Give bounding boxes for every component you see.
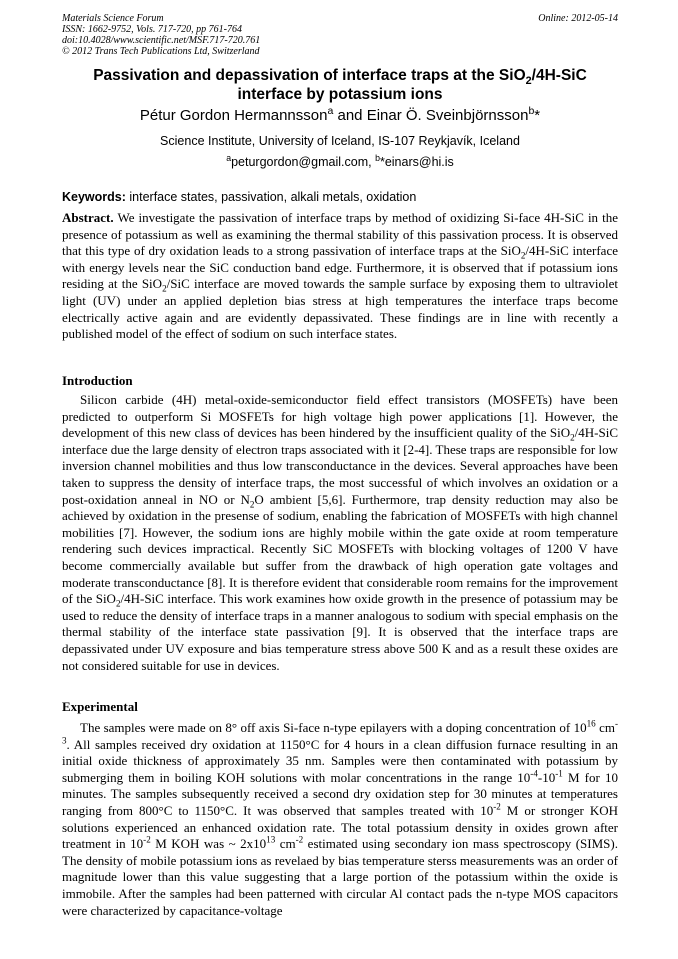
abstract [62,210,618,343]
corresponding-star: * [534,107,541,124]
title-part-1: Passivation and depassivation of interface traps at the SiO [93,67,526,84]
email-line [62,152,618,170]
exp-sup-6: -2 [143,834,151,845]
intro-text-1: Silicon carbide (4H) metal-oxide-semiconductor field effect transistors (MOSFETs) have been predicted to outperform Si MOSFETs for high voltage high power applications [1]. However, the development of this new class of devices has been hindered by the insufficient quality of the SiO [62,392,618,441]
intro-text-3: O ambient [5,6]. Furthermore, trap density reduction may also be achieved by oxidation in the presense of sodium, enabling the fabrication of MOSFETs with high channel mobilities [7]. However, the sodium ions are highly mobile within the gate oxide at room temperature rendering such devices impractical. Recently SiC MOSFETs with blocking voltages of 1200 V have become commercially available but suffer from the drawback of high operation gate voltages and moderate transconductance [8]. It is therefore evident that considerable room remains for the improvement of the SiO [62,491,618,607]
exp-sup-4: -1 [555,768,563,779]
intro-text-4: /4H-SiC interface. This work examines how oxide growth in the presence of potassium may be used to reduce the density of interface traps in a manner analogous to sodium with special emphasis on the thermal stability of the interface state passivation [9]. It is observed that the interface traps are depassivated under UV exposure and bias temperature stress above 500 K and as a result these oxides are not considered suitable for use in devices. [62,591,618,673]
abstract-text-1: We investigate the passivation of interface traps by method of oxidizing Si-face 4H-SiC in the presence of potassium as well as examining the thermal stability of this passivation process. It is observed that this type of dry oxidation leads to a strong passivation of interface traps at the SiO [62,210,618,259]
abstract-text-2: /4H-SiC interface with energy levels near the SiC conduction band edge. Furthermore, it is observed that if potassium ions residing at the SiO [62,243,618,292]
intro-text-2: /4H-SiC interface due the large density of electron traps associated with it [2-4]. These traps are responsible for low inversion channel mobilities and thus low transconductance in the devices. Several approaches have been taken to suppress the density of interface traps, the most successful of which involves an oxidation or a post-oxidation anneal in NO or N [62,425,618,507]
author-2-mark: b [528,105,535,117]
introduction-paragraph [62,392,618,674]
author-line [62,107,618,125]
paper-title [62,66,618,104]
exp-text-2: cm [595,720,615,735]
author-2: Einar Ö. Sveinbjörnsson [366,107,529,124]
email-mark-b: b [375,152,380,163]
email-1: peturgordon@gmail.com, [231,155,376,169]
keywords-label: Keywords: [62,190,126,204]
exp-sup-5: -2 [493,801,501,812]
exp-text-8: cm [275,836,296,852]
issn-line: ISSN: 1662-9752, Vols. 717-720, pp 761-764 [62,24,242,35]
keywords-text: interface states, passivation, alkali metals, oxidation [125,190,417,204]
exp-sup-8: -2 [295,834,304,845]
title-part-2: /4H-SiC interface by potassium ions [237,67,587,103]
exp-text-1: The samples were made on 8° off axis Si-face n-type epilayers with a doping concentration of 10 [80,720,587,735]
journal-name: Materials Science Forum [62,13,164,24]
experimental-heading: Experimental [62,699,138,714]
abstract-sub-2: 2 [162,283,167,294]
exp-text-7: M KOH was ~ 2x10 [150,836,267,852]
email-2: *einars@hi.is [379,155,454,169]
exp-text-3: . All samples received dry oxidation at 1150°C for 4 hours in a clean diffusion furnace resulting in an initial oxide thickness of approximately 35 nm. Samples were then contaminated with potassium by submerging them in boiling KOH solutions with molar concentrations in the range 10 [62,736,618,785]
intro-sub-3: 2 [115,598,121,609]
exp-sup-3: -4 [530,768,538,779]
exp-text-4: -10 [537,769,556,785]
title-subscript: 2 [525,75,532,88]
author-1-mark: a [327,105,334,117]
intro-sub-2: 2 [249,499,255,510]
affiliation: Science Institute, University of Iceland, IS-107 Reykjavík, Iceland [160,134,520,148]
copyright-line: © 2012 Trans Tech Publications Ltd, Switzerland [62,46,260,57]
abstract-text-3: /SiC interface are moved towards the sample surface by exposing them to ultraviolet light (UV) under an applied depletion bias stress at high temperatures the interface traps become electrically active again and are evidently depassivated. These findings are in line with recently a published model of the effect of sodium on such interface states. [62,276,618,342]
exp-text-5: M for 10 minutes. The samples subsequently received a second dry oxidation step for 30 minutes at temperatures ranging from 800°C to 1150°C. It was observed that samples treated with 10 [62,769,619,818]
online-date: Online: 2012-05-14 [538,13,618,24]
exp-sup-7: 13 [266,834,276,845]
abstract-sub-1: 2 [520,250,526,261]
exp-text-9: estimated using secondary ion mass spectroscopy (SIMS). The density of mobile potassium ions as revelaed by bias temperature sterss measurements was an order of magnitude lower than this value suggesting that a large portion of the potassium within the oxide is immobile. After the samples had been patterned with circular Al contact pads the n-type MOS capacitors were characterized by capacitance-voltage [62,836,618,918]
author-1: Pétur Gordon Hermannsson [139,107,328,124]
doi-line: doi:10.4028/www.scientific.net/MSF.717-720.761 [62,35,261,46]
exp-text-6: M or stronger KOH solutions experienced an enhanced oxidation rate. The total potassium density in oxides grown after treatment in 10 [62,802,618,852]
experimental-paragraph [62,720,618,919]
keywords [62,190,618,205]
email-mark-a: a [226,152,232,163]
exp-sup-2: -3 [62,718,618,746]
author-and: and [333,107,367,124]
intro-sub-1: 2 [570,432,575,443]
exp-sup-1: 16 [586,718,596,729]
abstract-label: Abstract. [62,210,114,225]
introduction-heading: Introduction [62,373,133,388]
journal-header [62,13,618,57]
